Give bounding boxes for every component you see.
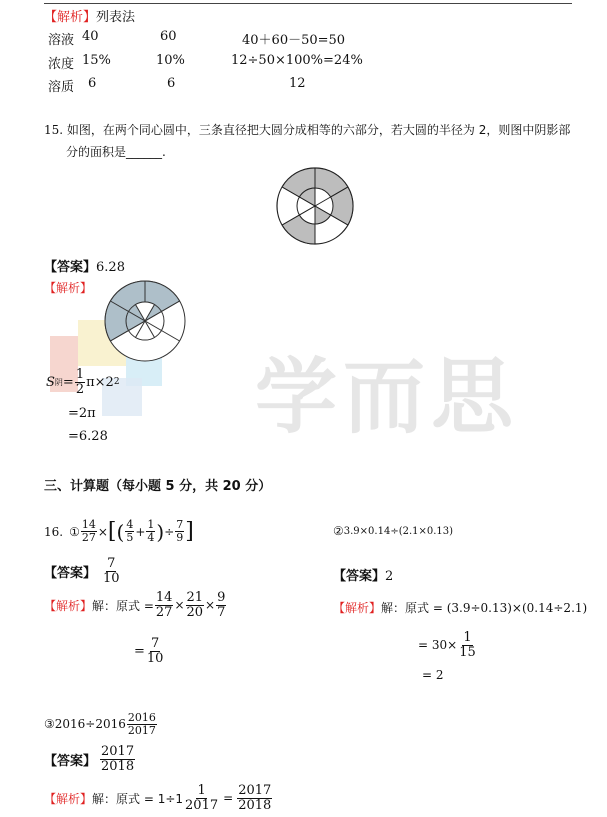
times-sign: ×	[205, 598, 216, 613]
divide-sign: ÷	[164, 524, 175, 539]
fraction: $\frac{9}{7}$	[217, 590, 226, 620]
fraction: $\frac{7}{10}$	[146, 636, 164, 666]
expression: 3.9×0.14÷(2.1×0.13)	[343, 525, 454, 537]
exponent: 2	[113, 377, 120, 388]
section-title: 三、计算题（每小题 5 分，共 20 分）	[44, 479, 272, 494]
answer-tag: 【答案】	[44, 260, 97, 275]
part-marker: ①	[69, 524, 80, 539]
solution-circles-figure	[102, 278, 188, 368]
q16-p1-solution	[44, 591, 227, 619]
table-cell: 10%	[156, 53, 185, 68]
table-cell: 15%	[82, 53, 111, 68]
table-cell: 6	[167, 76, 176, 91]
formula-symbol: S	[46, 374, 55, 390]
q16-p2-step2	[418, 631, 478, 659]
solution-prefix: 解：原式 = 1÷1	[92, 791, 184, 806]
watermark-text: 学而思	[255, 350, 520, 445]
formula-subscript: 阴	[54, 377, 63, 387]
analysis-tag: 【解析】	[44, 281, 93, 295]
table-cell: 12÷50×100%=24%	[231, 53, 363, 68]
fraction: $\frac{1}{2017}$	[185, 783, 219, 813]
step-prefix: = 30×	[418, 638, 458, 653]
solution-prefix: 解：原式 =	[92, 598, 154, 613]
q15-answer	[44, 256, 125, 275]
table-cell: 12	[289, 76, 306, 91]
analysis-tag: 【解析】	[44, 10, 97, 25]
fraction: $\frac{1}{15}$	[459, 630, 476, 660]
q16-p3-solution	[44, 784, 273, 812]
analysis-tag: 【解析】	[333, 601, 382, 615]
fraction: $\frac{2017}{2018}$	[238, 783, 272, 813]
table-cell: 40	[82, 29, 99, 44]
concentric-circles-figure	[275, 166, 355, 250]
fraction: $\frac{1}{4}$	[147, 518, 155, 544]
q16-p2-solution	[333, 599, 587, 616]
answer-value: 2	[385, 569, 394, 584]
pi-term: π×2	[86, 374, 114, 390]
part-marker: ③	[44, 717, 55, 732]
question-text-line2: 分的面积是______.	[66, 145, 166, 159]
q16-p1-result	[134, 637, 165, 665]
fraction: $\frac{7}{9}$	[176, 518, 184, 544]
top-divider	[44, 3, 572, 4]
expression-prefix: 2016÷2016	[54, 717, 126, 732]
fraction: $\frac{14}{27}$	[155, 590, 173, 620]
fraction: $\frac{2017}{2018}$	[101, 744, 135, 774]
bracket: [	[107, 519, 117, 544]
times-sign: ×	[97, 524, 108, 539]
fraction: $\frac{4}{5}$	[126, 518, 134, 544]
fraction: $\frac{7}{10}$	[103, 556, 120, 586]
answer-value: 6.28	[96, 260, 125, 275]
table-cell: 6	[88, 76, 97, 91]
q15-line1	[44, 121, 570, 138]
plus-sign: +	[135, 524, 146, 539]
times-sign: ×	[174, 598, 185, 613]
fraction: $\frac{2016}{2017}$	[127, 711, 156, 737]
q16-p2-answer	[333, 565, 393, 584]
row-label: 溶液	[48, 33, 75, 48]
q16-p3-expression	[44, 712, 158, 736]
row-label: 溶质	[48, 80, 75, 95]
table-cell: 60	[160, 29, 177, 44]
q15-formula	[46, 368, 120, 396]
fraction: $\frac{14}{27}$	[81, 518, 96, 544]
fraction: $\frac{1}{2}$	[75, 367, 85, 397]
analysis-tag: 【解析】	[44, 598, 93, 613]
part-marker: ②	[333, 524, 344, 538]
q16-p2-expression	[333, 524, 453, 538]
fraction: $\frac{21}{20}$	[186, 590, 204, 620]
q16-p2-step3: = 2	[422, 668, 444, 682]
equals-sign: =	[134, 643, 145, 659]
analysis-header	[44, 6, 135, 25]
answer-tag: 【答案】	[44, 565, 97, 581]
method-label: 列表法	[96, 10, 136, 25]
answer-tag: 【答案】	[333, 569, 386, 584]
question-number: 16.	[44, 524, 64, 539]
q15-step2: =2π	[68, 406, 96, 421]
paren: )	[156, 519, 165, 544]
equals-sign: =	[223, 791, 234, 806]
question-text: 如图，在两个同心圆中，三条直径把大圆分成相等的六部分，若大圆的半径为 2，则图中阴影部	[66, 123, 571, 137]
q15-step3: =6.28	[68, 429, 108, 444]
bracket: ]	[185, 519, 194, 544]
q16-p3-answer	[44, 745, 136, 773]
analysis-tag: 【解析】	[44, 791, 93, 806]
table-cell: 40＋60－50=50	[242, 33, 346, 48]
q16-p1-expression	[44, 519, 194, 544]
solution-text: 解：原式 = (3.9÷0.13)×(0.14÷2.1)	[381, 601, 588, 615]
equals-sign: =	[62, 374, 74, 390]
paren: (	[116, 519, 125, 544]
q16-p1-answer	[44, 557, 122, 585]
question-number: 15.	[44, 123, 64, 137]
row-label: 浓度	[48, 57, 75, 72]
answer-tag: 【答案】	[44, 753, 97, 769]
